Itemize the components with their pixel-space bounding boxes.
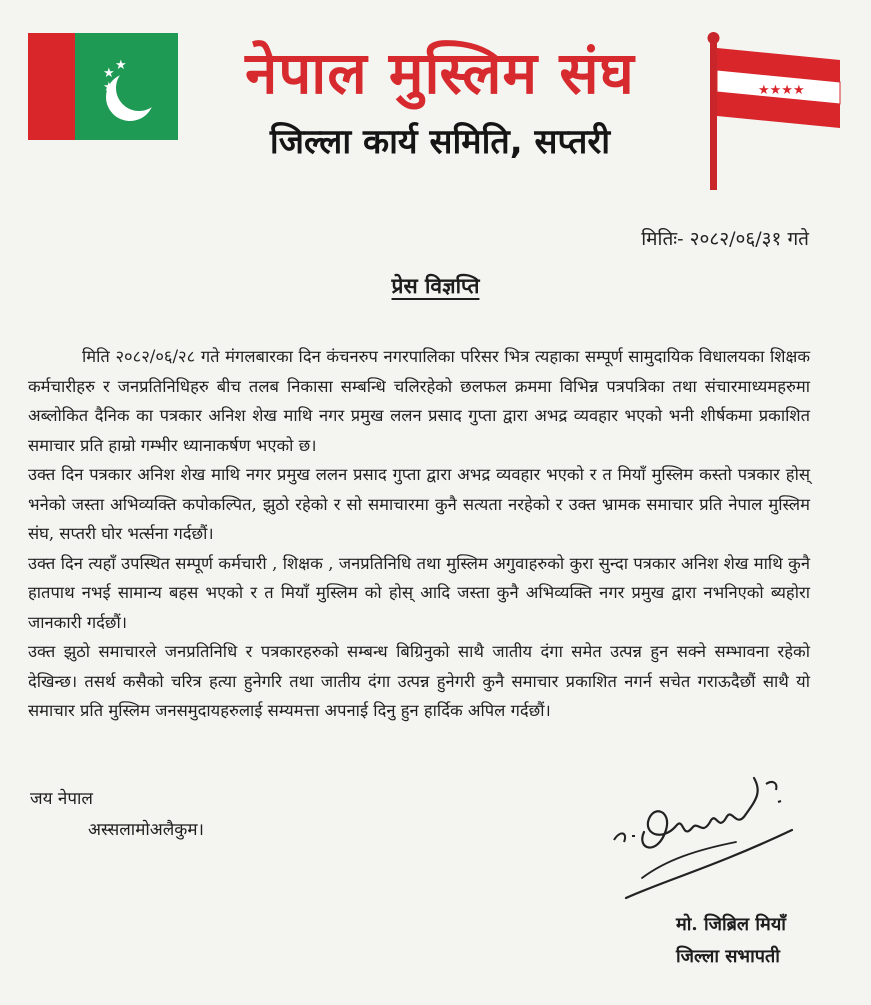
organization-subtitle: जिल्ला कार्य समिति, सप्तरी	[269, 122, 611, 162]
closing-jai-nepal: जय नेपाल	[30, 789, 93, 809]
flag-green-field	[75, 33, 178, 140]
release-body	[28, 342, 810, 726]
closing-salam: अस्सलामोअलैकुम।	[88, 820, 204, 840]
press-release-heading	[0, 272, 871, 300]
signatory-title: जिल्ला सभापती	[676, 946, 780, 967]
heading-text: प्रेस विज्ञप्ति	[391, 273, 480, 298]
flag-red-band	[28, 33, 75, 140]
green-red-crescent-flag-icon	[28, 33, 178, 140]
svg-text:★: ★	[115, 58, 127, 73]
paragraph-1: मिति २०८२/०६/२८ गते मंगलबारका दिन कंचनरुप नगरपालिका परिसर भित्र त्यहाका सम्पूर्ण सामुदायिक विधालयका शिक्षक कर्मचारीहरु र जनप्रतिनिधिहरु बीच तलब निकासा सम्बन्धि चलिरहेको छलफल क्रममा विभिन्न पत्रपत्रिका तथा संचारमाध्यमहरुमा अब्लोकित दैनिक का पत्रकार अनिश शेख माथि नगर प्रमुख ललन प्रसाद गुप्ता द्वारा अभद्र व्यवहार भएको भनी शीर्षकमा प्रकाशित समाचार प्रति हाम्रो गम्भीर ध्यानाकर्षण भएको छ।	[28, 347, 810, 455]
red-white-star-flag-icon	[700, 30, 850, 190]
paragraph-2: उक्त दिन पत्रकार अनिश शेख माथि नगर प्रमुख ललन प्रसाद गुप्ता द्वारा अभद्र व्यवहार भएको र त मियाँ मुस्लिम कस्तो पत्रकार होस् भनेको जस्ता अभिव्यक्ति कपोकल्पित, झुठो रहेको र सो समाचारमा कुनै सत्यता नरहेको र उक्त भ्रामक समाचार प्रति नेपाल मुस्लिम संघ, सप्तरी घोर भर्त्सना गर्दछौं।	[28, 465, 810, 543]
svg-text:★: ★	[103, 80, 115, 95]
organization-title: नेपाल मुस्लिम संघ	[245, 39, 635, 107]
svg-text:★: ★	[103, 66, 115, 81]
handwritten-signature-icon	[606, 770, 796, 920]
date-line: मितिः- २०८२/०६/३१ गते	[641, 228, 809, 250]
paragraph-3: उक्त दिन त्यहाँ उपस्थित सम्पूर्ण कर्मचारी , शिक्षक , जनप्रतिनिधि तथा मुस्लिम अगुवाहरुको कुरा सुन्दा पत्रकार अनिश शेख माथि कुनै हातपाथ नभई सामान्य बहस भएको र त मियाँ मुस्लिम को होस् आदि जस्ता कुनै अभिव्यक्ति नगर प्रमुख द्वारा नभनिएको ब्यहोरा जानकारी गर्दछौं।	[28, 553, 810, 632]
svg-text:★★★★: ★★★★	[758, 83, 805, 98]
crescent-stars-icon	[75, 33, 178, 140]
paragraph-4: उक्त झुठो समाचारले जनप्रतिनिधि र पत्रकारहरुको सम्बन्ध बिग्रिनुको साथै जातीय दंगा समेत उत्पन्न हुन सक्ने सम्भावना रहेको देखिन्छ। तसर्थ कसैको चरित्र हत्या हुनेगरि तथा जातीय दंगा उत्पन्न हुनेगरी कुनै समाचार प्रकाशित नगर्न सचेत गराऊदैछौं साथै यो समाचार प्रति मुस्लिम जनसमुदायहरुलाई सम्यमत्ता अपनाई दिनु हुन हार्दिक अपिल गर्दछौं।	[28, 642, 810, 720]
signatory-name: मो. जिब्रिल मियाँ	[676, 914, 786, 935]
